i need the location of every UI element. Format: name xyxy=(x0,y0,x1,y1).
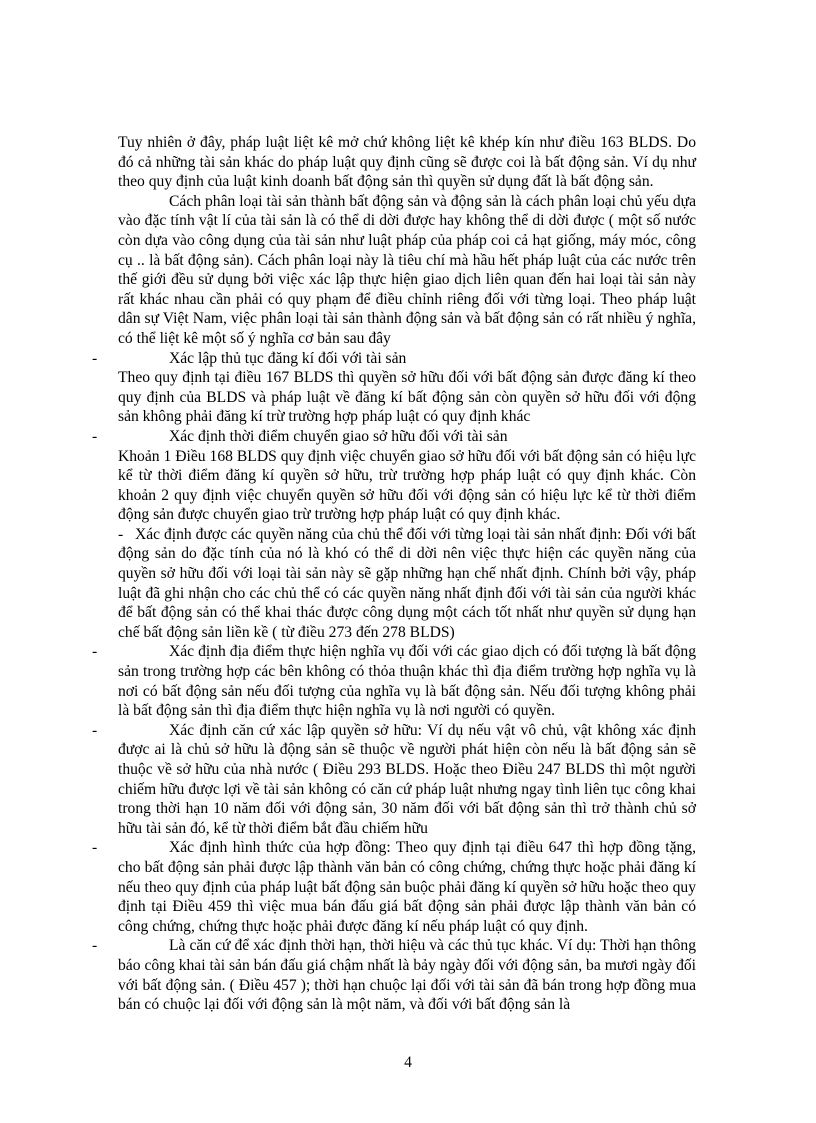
list-dash: - xyxy=(92,349,98,367)
list-item-place xyxy=(92,642,696,720)
list-dash-inline: - xyxy=(118,525,124,543)
paragraph-contract: Xác định hình thức của hợp đồng: Theo quy định tại điều 647 thì hợp đồng tặng, cho bất động sản phải được lập thành văn bản có công chứng, chứng thực hoặc phải đăng kí nếu theo quy định của pháp luật bất động sản buộc phải đăng kí quyền sở hữu hoặc theo quy định tại Điều 459 thì việc mua bán đấu giá bất động sản phải được lập thành văn bản có công chứng, chứng thực hoặc phải được đăng kí nếu pháp luật có quy định. xyxy=(118,839,696,935)
list-item-ownership xyxy=(92,721,696,839)
paragraph-powers xyxy=(118,525,696,643)
list-item-transfer-heading xyxy=(92,427,696,447)
list-item-registration-heading xyxy=(92,349,696,369)
heading-registration: Xác lập thủ tục đăng kí đối với tài sản xyxy=(169,349,407,367)
paragraph-classification: Cách phân loại tài sản thành bất động sản và động sản là cách phân loại chủ yếu dựa vào đặc tính vật lí của tài sản là có thể di dời được hay không thể di dời được ( một số nước còn dựa vào công dụng của tài sản như luật pháp của pháp coi cả hạt giống, máy móc, công cụ .. là bất động sản). Cách phân loại này là tiêu chí mà hầu hết pháp luật của các nước trên thế giới đều sử dụng bởi việc xác lập thực hiện giao dịch liên quan đến hai loại tài sản này rất khác nhau cần phải có quy phạm để điều chỉnh riêng đối với từng loại. Theo pháp luật dân sự Việt Nam, việc phân loại tài sản thành động sản và bất động sản có rất nhiều ý nghĩa, có thể liệt kê một số ý nghĩa cơ bản sau đây xyxy=(118,192,696,347)
page-body xyxy=(92,133,696,1015)
paragraph-place: Xác định địa điểm thực hiện nghĩa vụ đối với các giao dịch có đối tượng là bất động sản trong trường hợp các bên không có thỏa thuận khác thì địa điểm trường hợp nghĩa vụ là nơi có bất động sản nếu đối tượng của nghĩa vụ là bất động sản. Nếu đối tượng không phải là bất động sản thì địa điểm thực hiện nghĩa vụ là nơi người có quyền. xyxy=(118,643,696,720)
list-dash: - xyxy=(92,839,98,857)
paragraph-powers-text: Xác định được các quyền năng của chủ thể đối với từng loại tài sản nhất định: Đối với bất động sản do đặc tính của nó là khó có thể di dời nên việc thực hiện các quyền năng của quyền sở hữu đối với loại tài sản này sẽ gặp những hạn chế nhất định. Chính bởi vậy, pháp luật đã ghi nhận cho các chủ thể có các quyền năng nhất định đối với tài sản của người khác để bất động sản có thể khai thác được công dụng một cách tốt nhất như quyền sử dụng hạn chế bất động sản liền kề ( từ điều 273 đến 278 BLDS) xyxy=(118,525,696,641)
list-dash: - xyxy=(92,643,98,661)
paragraph-registration: Theo quy định tại điều 167 BLDS thì quyền sở hữu đối với bất động sản được đăng kí theo quy định của BLDS và pháp luật về đăng kí bất động sản còn quyền sở hữu đối với động sản không phải đăng kí trừ trường hợp pháp luật có quy định khác xyxy=(118,369,696,426)
list-dash: - xyxy=(92,937,98,955)
list-item-contract xyxy=(92,838,696,936)
page-number: 4 xyxy=(404,1054,412,1071)
paragraph-transfer: Khoản 1 Điều 168 BLDS quy định việc chuyển giao sở hữu đối với bất động sản có hiệu lực kể từ thời điểm đăng kí quyền sở hữu, trừ trường hợp pháp luật có quy định khác. Còn khoản 2 quy định việc chuyển quyền sở hữu đối với động sản có hiệu lực kể từ thời điểm động sản được chuyển giao trừ trường hợp pháp luật có quy định khác. xyxy=(118,447,696,524)
list-dash: - xyxy=(92,427,98,445)
paragraph-deadline: Là căn cứ để xác định thời hạn, thời hiệu và các thủ tục khác. Ví dụ: Thời hạn thông báo công khai tài sản bán đấu giá chậm nhất là bảy ngày đối với động sản, ba mươi ngày đối với bất động sản. ( Điều 457 ); thời hạn chuộc lại đối với tài sản đã bán trong hợp đồng mua bán có chuộc lại đối với động sản là một năm, và đối với bất động sản là xyxy=(118,937,696,1014)
paragraph-ownership: Xác định căn cứ xác lập quyền sở hữu: Ví dụ nếu vật vô chủ, vật không xác định được ai là chủ sở hữu là động sản sẽ thuộc về người phát hiện còn nếu là bất động sản sẽ thuộc về sở hữu của nhà nước ( Điều 293 BLDS. Hoặc theo Điều 247 BLDS thì một người chiếm hữu được lợi về tài sản không có căn cứ pháp luật nhưng ngay tình liên tục công khai trong thời hạn 10 năm đối với động sản, 30 năm đối với bất động sản thì trở thành chủ sở hữu tài sản đó, kể từ thời điểm bắt đầu chiếm hữu xyxy=(118,721,696,837)
list-item-deadline xyxy=(92,936,696,1014)
heading-transfer: Xác định thời điểm chuyển giao sở hữu đối với tài sản xyxy=(169,427,508,445)
paragraph-intro: Tuy nhiên ở đây, pháp luật liệt kê mở chứ không liệt kê khép kín như điều 163 BLDS. Do đó cả những tài sản khác do pháp luật quy định cũng sẽ được coi là bất động sản. Ví dụ như theo quy định của luật kinh doanh bất động sản thì quyền sử dụng đất là bất động sản. xyxy=(118,134,696,191)
list-dash: - xyxy=(92,721,98,739)
